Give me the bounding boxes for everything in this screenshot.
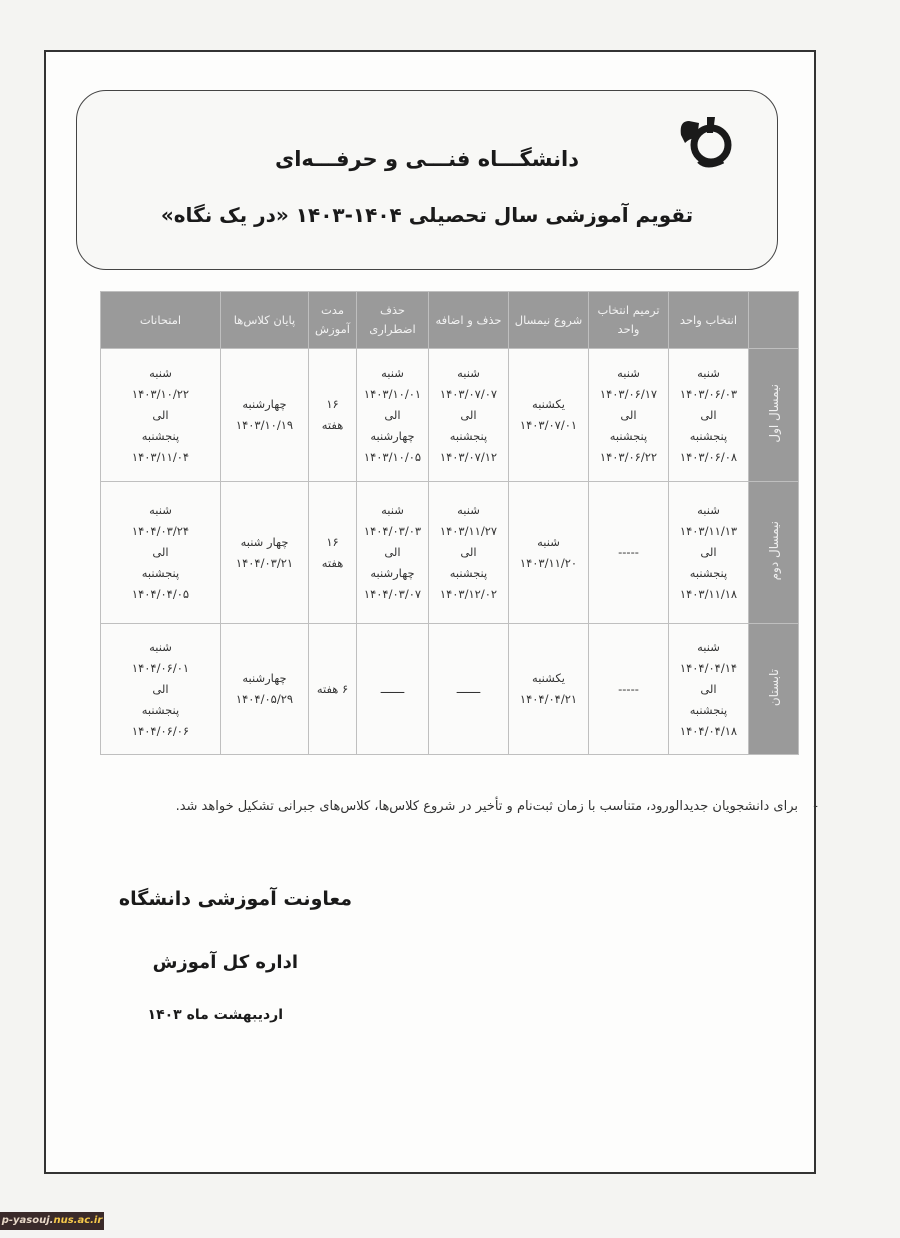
table-cell: شنبه ۱۴۰۳/۱۱/۱۳ الی پنجشنبه ۱۴۰۳/۱۱/۱۸ (669, 482, 749, 624)
table-cell: شنبه ۱۴۰۳/۱۱/۲۷ الی پنجشنبه ۱۴۰۳/۱۲/۰۲ (429, 482, 509, 624)
table-row (101, 624, 799, 755)
column-header: ترمیم انتخاب واحد (589, 292, 669, 349)
header-box (76, 90, 778, 270)
semester-label-text: نیمسال دوم (766, 521, 781, 581)
semester-label (749, 624, 799, 755)
signature-date: اردیبهشت ماه ۱۴۰۳ (147, 1007, 283, 1023)
table-cell: شنبه ۱۴۰۳/۰۶/۱۷ الی پنجشنبه ۱۴۰۳/۰۶/۲۲ (589, 349, 669, 482)
semester-label (749, 349, 799, 482)
column-header: شروع نیمسال (509, 292, 589, 349)
signature-office: معاونت آموزشی دانشگاه (118, 888, 352, 910)
watermark-prefix: p-yasouj. (1, 1215, 54, 1226)
academic-calendar-table (100, 291, 799, 755)
semester-label-text: نیمسال اول (766, 384, 781, 443)
semester-label-text: تابستان (766, 668, 781, 707)
table-cell: شنبه ۱۴۰۳/۰۶/۰۳ الی پنجشنبه ۱۴۰۳/۰۶/۰۸ (669, 349, 749, 482)
table-cell: شنبه ۱۴۰۴/۰۳/۲۴ الی پنجشنبه ۱۴۰۴/۰۴/۰۵ (101, 482, 221, 624)
table-cell: یکشنبه ۱۴۰۳/۰۷/۰۱ (509, 349, 589, 482)
table-cell: ۱۶ هفته (309, 349, 357, 482)
table-cell: شنبه ۱۴۰۳/۰۷/۰۷ الی پنجشنبه ۱۴۰۳/۰۷/۱۲ (429, 349, 509, 482)
table-cell: ۱۶ هفته (309, 482, 357, 624)
footnote-bullet: - (813, 799, 818, 814)
signature-department: اداره کل آموزش (152, 952, 298, 973)
footnote-text: برای دانشجویان جدیدالورود، متناسب با زمان ثبت‌نام و تأخیر در شروع کلاس‌ها، کلاس‌های جبرانی تشکیل خواهد شد. (175, 799, 798, 814)
footnote (118, 792, 818, 822)
column-header: امتحانات (101, 292, 221, 349)
table-cell: شنبه ۱۴۰۳/۱۰/۰۱ الی چهارشنبه ۱۴۰۳/۱۰/۰۵ (357, 349, 429, 482)
table-cell: یکشنبه ۱۴۰۴/۰۴/۲۱ (509, 624, 589, 755)
column-header: مدت آموزش (309, 292, 357, 349)
table-cell: شنبه ۱۴۰۳/۱۰/۲۲ الی پنجشنبه ۱۴۰۳/۱۱/۰۴ (101, 349, 221, 482)
table-cell: ----- (589, 482, 669, 624)
table-cell: چهارشنبه ۱۴۰۴/۰۵/۲۹ (221, 624, 309, 755)
table-cell: چهارشنبه ۱۴۰۳/۱۰/۱۹ (221, 349, 309, 482)
column-header: حذف اضطراری (357, 292, 429, 349)
table-cell: ـــــــ (429, 624, 509, 755)
table-row (101, 349, 799, 482)
table-cell: شنبه ۱۴۰۴/۰۴/۱۴ الی پنجشنبه ۱۴۰۴/۰۴/۱۸ (669, 624, 749, 755)
site-watermark (0, 1212, 104, 1230)
calendar-title: تقویم آموزشی سال تحصیلی ۱۴۰۴-۱۴۰۳ «در یک نگاه» (160, 203, 694, 227)
column-header: انتخاب واحد (669, 292, 749, 349)
column-header: حذف و اضافه (429, 292, 509, 349)
table-header-row (101, 292, 799, 349)
semester-label (749, 482, 799, 624)
table-cell: شنبه ۱۴۰۴/۰۳/۰۳ الی چهارشنبه ۱۴۰۴/۰۳/۰۷ (357, 482, 429, 624)
table-row (101, 482, 799, 624)
table-cell: شنبه ۱۴۰۳/۱۱/۲۰ (509, 482, 589, 624)
table-cell: ----- (589, 624, 669, 755)
table-cell: ۶ هفته (309, 624, 357, 755)
watermark-domain: nus.ac.ir (53, 1215, 103, 1226)
university-name: دانشگـــاه فنـــی و حرفـــه‌ای (274, 147, 579, 171)
table-cell: ـــــــ (357, 624, 429, 755)
table-cell: شنبه ۱۴۰۴/۰۶/۰۱ الی پنجشنبه ۱۴۰۴/۰۶/۰۶ (101, 624, 221, 755)
header-corner-cell (749, 292, 799, 349)
table-cell: چهار شنبه ۱۴۰۴/۰۳/۲۱ (221, 482, 309, 624)
column-header: پایان کلاس‌ها (221, 292, 309, 349)
